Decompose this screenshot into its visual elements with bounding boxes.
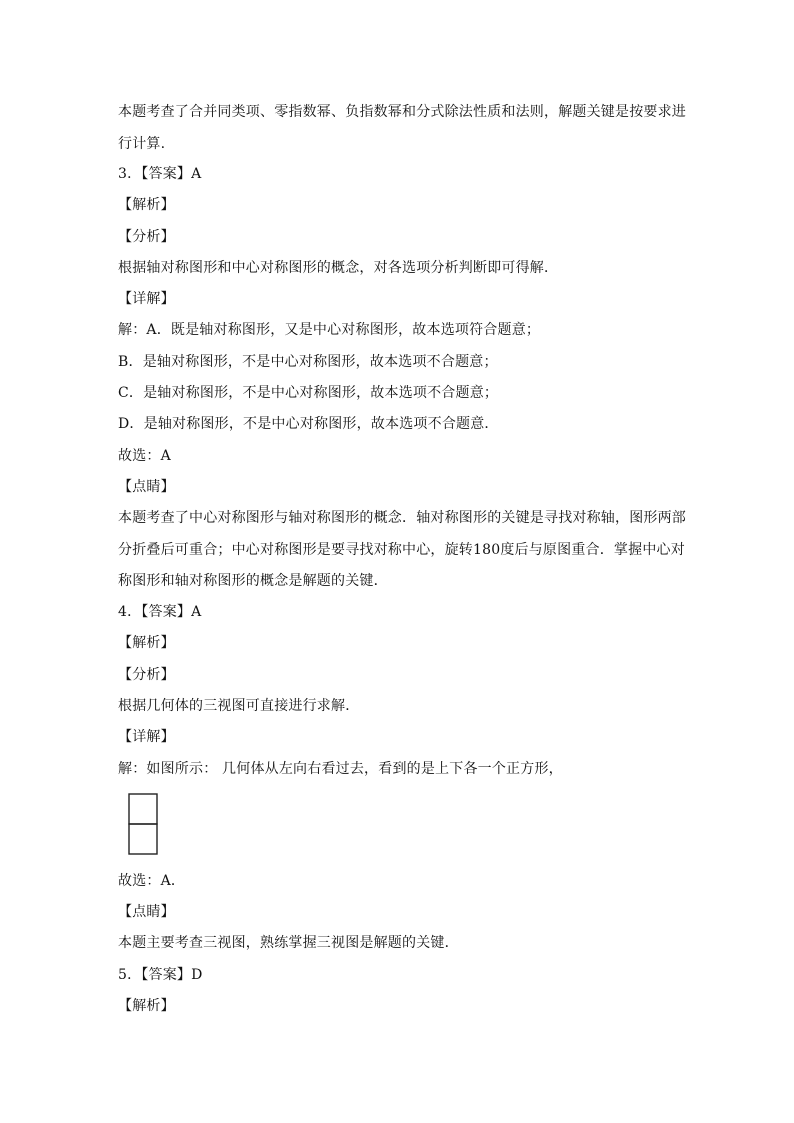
comment-text-3-line1: 本题考查了中心对称图形与轴对称图形的概念．轴对称图形的关键是寻找对称轴，图形两部 [118,510,686,526]
choice-3: 故选：A [118,448,171,464]
section-jiexi-4: 【解析】 [118,635,175,651]
text-line-continuation: 本题考查了合并同类项、零指数幂、负指数幂和分式除法性质和法则，解题关键是按要求进 [118,104,686,120]
section-fenxi-3: 【分析】 [118,229,175,245]
section-xiangjie-3: 【详解】 [118,291,175,307]
answer-heading-3: 3．【答案】A [118,166,202,182]
section-dianjing-3: 【点睛】 [118,479,175,495]
answer-heading-4: 4．【答案】A [118,604,202,620]
solution-text-4: 解：如图所示： 几何体从左向右看过去，看到的是上下各一个正方形， [118,761,563,777]
section-dianjing-4: 【点睛】 [118,904,175,920]
section-jiexi-5: 【解析】 [118,998,175,1014]
section-fenxi-4: 【分析】 [118,667,175,683]
comment-text-3-line3: 称图形和轴对称图形的概念是解题的关键． [118,573,388,589]
comment-text-4: 本题主要考查三视图，熟练掌握三视图是解题的关键． [118,935,459,951]
answer-heading-5: 5．【答案】D [118,967,203,983]
analysis-text-4: 根据几何体的三视图可直接进行求解． [118,698,360,714]
two-stacked-squares-diagram [128,793,158,855]
option-b-text: B．是轴对称图形，不是中心对称图形，故本选项不合题意； [118,354,498,370]
text-line-continuation-end: 行计算. [118,136,166,152]
option-d-text: D．是轴对称图形，不是中心对称图形，故本选项不合题意． [118,416,499,432]
analysis-text-3: 根据轴对称图形和中心对称图形的概念，对各选项分析判断即可得解． [118,260,559,276]
comment-text-3-line2: 分折叠后可重合；中心对称图形是要寻找对称中心，旋转180度后与原图重合．掌握中心对 [118,542,685,558]
section-xiangjie-4: 【详解】 [118,729,175,745]
option-c-text: C．是轴对称图形，不是中心对称图形，故本选项不合题意； [118,385,499,401]
section-jiexi-3: 【解析】 [118,197,175,213]
option-a-text: 解：A．既是轴对称图形，又是中心对称图形，故本选项符合题意； [118,322,541,338]
left-view-figure [128,793,158,855]
choice-4: 故选：A． [118,873,186,889]
